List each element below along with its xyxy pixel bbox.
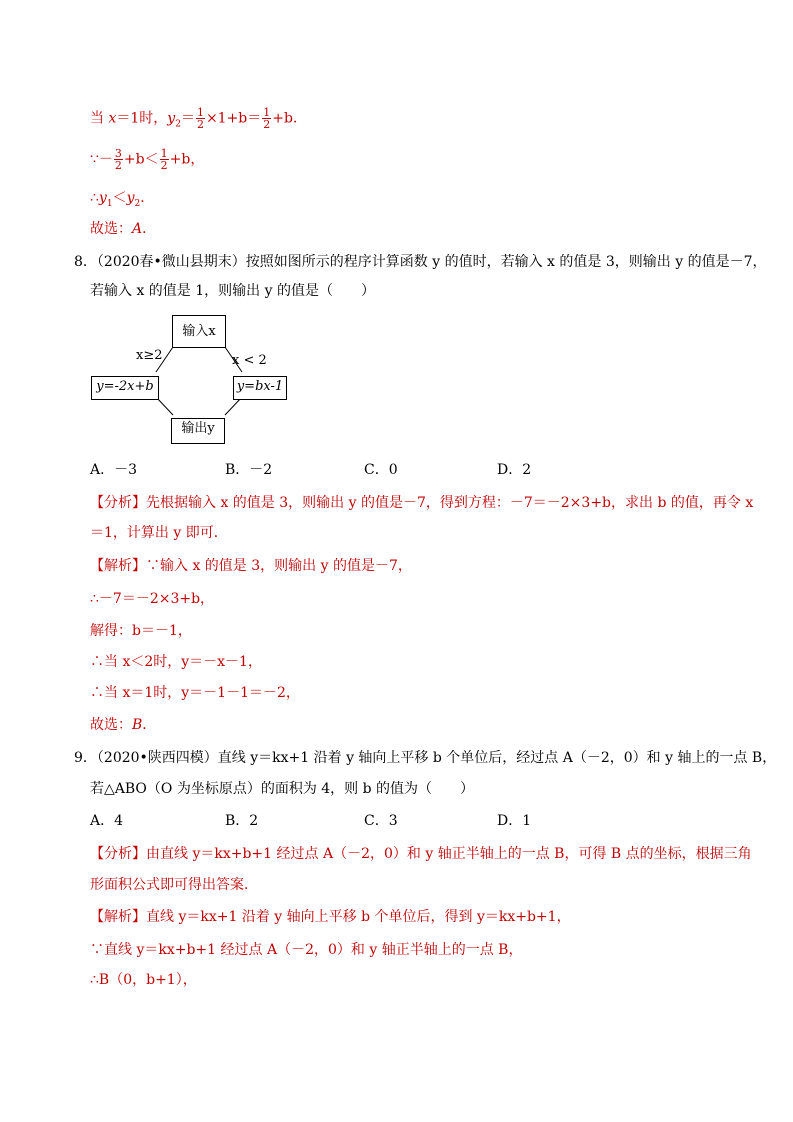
q9-analysis-line-1: 【分析】由直线 y＝kx+b+1 经过点 A（－2，0）和 y 轴正半轴上的一点 B，可得 B 点的坐标，根据三角 bbox=[90, 846, 752, 862]
q9-solution-line-1: 【解析】直线 y＝kx+1 沿着 y 轴向上平移 b 个单位后，得到 y＝kx+b+1， bbox=[90, 909, 571, 925]
q8-option-d: D．2 bbox=[497, 462, 532, 478]
input-box: 输入x bbox=[172, 315, 226, 348]
q8-stem-line-1: 8．（2020春•微山县期末）按照如图所示的程序计算函数 y 的值时，若输入 x 的值是 3，则输出 y 的值是－7， bbox=[74, 254, 767, 270]
q8-analysis-line-1: 【分析】先根据输入 x 的值是 3，则输出 y 的值是－7，得到方程：－7＝－2×3+b，求出 b 的值，再令 x bbox=[90, 495, 754, 511]
condition-right-label: x < 2 bbox=[232, 353, 267, 368]
q8-solution-line-2: ∴－7＝－2×3+b， bbox=[90, 591, 215, 607]
q9-solution-line-2: ∵直线 y＝kx+b+1 经过点 A（－2，0）和 y 轴正半轴上的一点 B， bbox=[90, 942, 523, 958]
q8-answer: 故选：B． bbox=[90, 717, 157, 733]
top-line-4: 故选：A． bbox=[90, 221, 157, 237]
q9-stem-line-2: 若△ABO（O 为坐标原点）的面积为 4，则 b 的值为（ ） bbox=[90, 781, 475, 797]
left-formula-box: y=-2x+b bbox=[91, 376, 159, 400]
q8-solution-line-1: 【解析】∵输入 x 的值是 3，则输出 y 的值是－7， bbox=[90, 558, 412, 574]
top-line-2: ∵－ $\frac{3}{2}$ +b＜ $\frac{1}{2}$ +b， bbox=[90, 147, 205, 172]
q8-solution-line-3: 解得：b＝－1， bbox=[90, 623, 192, 639]
q9-solution-line-3: ∴B（0，b+1）， bbox=[90, 972, 197, 988]
q8-option-b: B．－2 bbox=[225, 462, 273, 478]
top-line-3: $\therefore y_1<y_2$． bbox=[90, 190, 155, 209]
output-box: 输出y bbox=[171, 418, 225, 444]
condition-left-label: x≥2 bbox=[136, 348, 163, 363]
analysis-tag: 【分析】 bbox=[90, 495, 146, 511]
q9-option-a: A．4 bbox=[90, 813, 124, 829]
solution-tag: 【解析】 bbox=[90, 909, 146, 925]
q8-analysis-line-2: ＝1，计算出 y 即可． bbox=[90, 525, 228, 541]
top-line-1: 当 x＝1时，$y_2=$ $\frac{1}{2}$ ×1+b＝ $\frac{1}{2}$ +b． bbox=[90, 106, 307, 131]
q9-analysis-line-2: 形面积公式即可得出答案． bbox=[90, 877, 258, 893]
q8-flowchart bbox=[88, 312, 288, 444]
q8-solution-line-4: ∴当 x＜2时，y＝－x－1， bbox=[90, 654, 262, 670]
q8-solution-line-5: ∴当 x＝1时，y＝－1－1＝－2， bbox=[90, 685, 300, 701]
right-formula-box: y=bx-1 bbox=[233, 376, 287, 400]
q9-stem-line-1: 9．（2020•陕西四模）直线 y＝kx+1 沿着 y 轴向上平移 b 个单位后，经过点 A（－2，0）和 y 轴上的一点 B， bbox=[74, 750, 777, 766]
q8-option-a: A．－3 bbox=[90, 462, 138, 478]
q9-option-b: B．2 bbox=[225, 813, 259, 829]
q9-option-d: D．1 bbox=[497, 813, 532, 829]
q8-option-c: C．0 bbox=[364, 462, 398, 478]
solution-tag: 【解析】 bbox=[90, 558, 146, 574]
analysis-tag: 【分析】 bbox=[90, 846, 146, 862]
q8-stem-line-2: 若输入 x 的值是 1，则输出 y 的值是（ ） bbox=[90, 283, 375, 299]
q9-option-c: C．3 bbox=[364, 813, 398, 829]
